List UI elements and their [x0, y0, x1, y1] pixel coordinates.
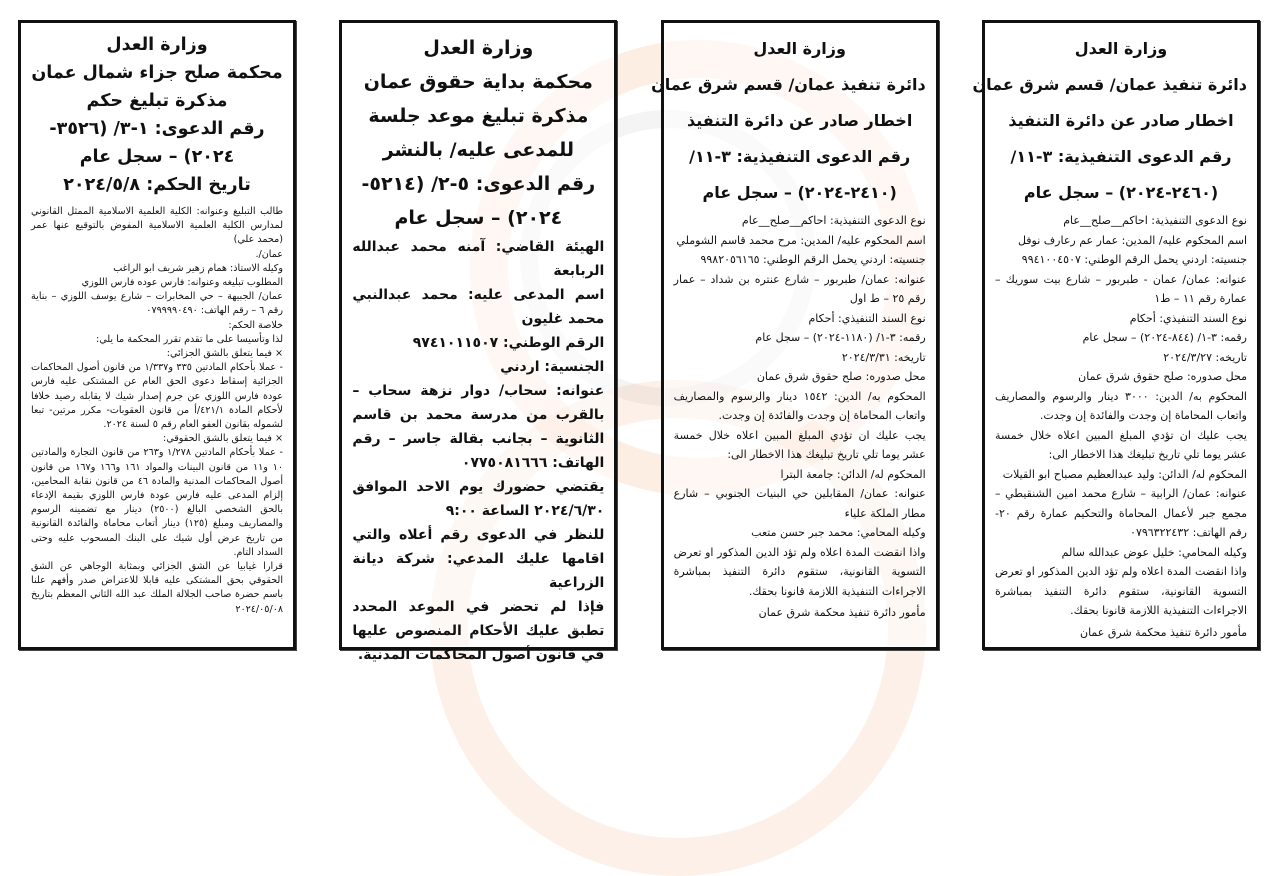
notice-heading-line: رقم الدعوى التنفيذية: ٣-١١/ [1010, 147, 1232, 166]
notice-paragraph: - عملا بأحكام المادتين ١/٢٧٨ و٢٦٣ من قانون التجارة والمادتين ١٠ و١١ من قانون البينات والمواد ١٦١ و١٦٦ و١٦٧ من قانون أصول المحاكمات المدنية والمادة ٤٦ من قانون نقابة المحامين، إلزام المدعى عليه فارس عودة فارس اللوزي بقيمة الإدعاء بالحق الشخصي البالغ (٢٥٠٠) دينار مع تضمينه الرسوم والمصاريف ومبلغ (١٢٥) دينار أتعاب محاماة والفائدة القانونية من تاريخ عرض أول شيك على البنك المسحوب عليه وحتى السداد التام. [31, 447, 284, 558]
notice-paragraph: عمان/ الجبيهة – حي المخابرات – شارع يوسف اللوزي – بناية رقم ٦ – رقم الهاتف: ٠٧٩٩٩٩٠٤٩٠ [31, 291, 284, 317]
notice-paragraph: اسم المدعى عليه: محمد عبدالنبي محمد غليون [352, 287, 605, 327]
notice-paragraph: واذا انقضت المدة اعلاه ولم تؤد الدين المذكور او تعرض التسوية القانونية، ستقوم دائرة التنفيذ بمباشرة الاجراءات التنفيذية اللازمة قانونا بحقك. [673, 545, 926, 598]
notice-paragraph: يجب عليك ان تؤدي المبلغ المبين اعلاه خلال خمسة عشر يوما تلي تاريخ تبليغك هذا الاخطار الى: [995, 428, 1247, 461]
notice-paragraph: رقمه: ٣-١/ (١١٨٠-٢٠٢٤) – سجل عام [755, 331, 926, 344]
notice-paragraph: نوع الدعوى التنفيذية: احاكم__صلح__عام [741, 214, 926, 227]
notice-paragraph: عنوانه: عمان/ طبربور – شارع عنتره بن شداد – عمار رقم ٢٥ – ط اول [673, 272, 926, 305]
ministry-title: وزارة العدل [753, 39, 846, 58]
notice-paragraph: عنوانه: عمان/ المقابلين حي البنيات الجنوبي – شارع مطار الملكة علياء [673, 487, 926, 520]
ministry-title: وزارة العدل [106, 35, 208, 55]
notice-paragraph: × فيما يتعلق بالشق الحقوقي: [162, 433, 284, 445]
notice-paragraph: نوع السند التنفيذي: أحكام [1129, 311, 1247, 325]
notice-paragraph: المحكوم له/ الدائن: وليد عبدالعظيم مصباح ابو القيلات [1002, 467, 1247, 481]
notice-paragraph: نوع الدعوى التنفيذية: احاكم__صلح__عام [1063, 214, 1247, 227]
notice-paragraph: المحكوم له/ الدائن: جامعة البترا [780, 467, 926, 481]
notice-header [352, 31, 604, 235]
notice-heading-line: محكمة بداية حقوق عمان [363, 71, 593, 93]
notice-paragraph: عنوانه: عمان/ عمان - طبربور – شارع بيت سوريك – عمارة رقم ١١ – ط١ [995, 272, 1247, 305]
notice-body [31, 205, 283, 617]
notice-heading-line: دائرة تنفيذ عمان/ قسم شرق عمان [972, 75, 1247, 94]
notice-paragraph: نوع السند التنفيذي: أحكام [808, 311, 926, 325]
notice-heading-line: مذكرة تبليغ حكم [86, 91, 228, 111]
court-notice [972, 20, 1260, 650]
notice-header [972, 31, 1247, 211]
notice-heading-line: رقم الدعوى: ١-٣/ (٣٥٢٦- [49, 119, 265, 139]
notice-paragraph: تاريخه: ٢٠٢٤/٣/٢٧ [1163, 350, 1247, 364]
notice-paragraph: رقمه: ٣-١/ (٨٤٤-٢٠٢٤) – سجل عام [1082, 331, 1247, 344]
notice-paragraph: لذا وتأسيسا على ما تقدم تقرر المحكمة ما يلي: [95, 333, 284, 345]
notice-heading-line: اخطار صادر عن دائرة التنفيذ [1008, 111, 1234, 130]
court-notice [651, 20, 939, 650]
notice-heading-line: ٢٠٢٤) – سجل عام [394, 207, 563, 229]
notice-paragraph: المحكوم به/ الدين: ١٥٤٢ دينار والرسوم والمصاريف واتعاب المحاماة إن وجدت والفائدة إن وجدت. [673, 389, 926, 422]
notice-paragraph: تاريخه: ٢٠٢٤/٣/٣١ [841, 350, 926, 364]
notices-row [18, 20, 1260, 663]
notice-paragraph: مأمور دائرة تنفيذ محكمة شرق عمان [1080, 625, 1247, 639]
notice-paragraph: يجب عليك ان تؤدي المبلغ المبين اعلاه خلال خمسة عشر يوما تلي تاريخ تبليغك هذا الاخطار الى: [673, 428, 926, 461]
notice-heading-line: رقم الدعوى: ٥-٢/ (٥٢١٤- [361, 173, 596, 195]
notice-paragraph: مأمور دائرة تنفيذ محكمة شرق عمان [758, 606, 926, 619]
notice-paragraph: واذا انقضت المدة اعلاه ولم تؤد الدين المذكور او تعرض التسوية القانونية، ستقوم دائرة التنفيذ بمباشرة الاجراءات التنفيذية اللازمة قانونا بحقك. [995, 565, 1247, 617]
notice-body [352, 235, 604, 667]
notice-heading-line: اخطار صادر عن دائرة التنفيذ [687, 111, 913, 130]
court-notice [18, 20, 296, 650]
notice-heading-line: للمدعى عليه/ بالنشر [382, 139, 574, 161]
notice-paragraph: فإذا لم تحضر في الموعد المحدد تطبق عليك الأحكام المنصوص عليها في قانون أصول المحاكمات المدنية. [352, 599, 605, 663]
notice-paragraph: جنسيته: اردني يحمل الرقم الوطني: ٩٩٤١٠٠٤٥٠٧ [1021, 253, 1247, 266]
notice-paragraph: × فيما يتعلق بالشق الجزائي: [166, 348, 284, 360]
notice-paragraph: - عملا بأحكام المادتين ٣٣٥ و١/٣٣٧ من قانون أصول المحاكمات الجزائية إسقاط دعوى الحق العام عن المشتكى عليه فارس عودة فارس اللوزي عن جرم إصدار شيك لا يقابله رصيد خلافا لأحكام المادة ٤٢١/١/أ من قانون العقوبات- مكرر مرتين- تبعا لشموله بقانون العفو العام رقم ٥ لسنة ٢٠٢٤. [31, 362, 284, 431]
notice-heading-line: رقم الدعوى التنفيذية: ٣-١١/ [689, 147, 911, 166]
ministry-title: وزارة العدل [1074, 39, 1168, 58]
notice-paragraph: وكيله المحامي: محمد جبر حسن متعب [751, 526, 926, 539]
notice-paragraph: قرارا غيابيا عن الشق الجزائي وبمثابة الوجاهي عن الشق الحقوقي بحق المشتكى عليه قابلا للاعتراض صدر وأفهم علنا باسم حضرة صاحب الجلالة الملك عبد الله الثاني المعظم بتاريخ ٢٠٢٤/٠٥/٠٨ [31, 561, 284, 615]
notice-paragraph: عنوانه: عمان/ الرابية – شارع محمد امين الشنقيطي – مجمع جبر لأعمال المحاماة والتحكيم عمارة رقم ٢٠- رقم الهاتف: ٠٧٩٦٣٢٢٤٣٢ [995, 487, 1247, 539]
notice-paragraph: الهيئة القاضي: آمنه محمد عبدالله الربابعة [352, 239, 605, 279]
notice-paragraph: محل صدوره: صلح حقوق شرق عمان [756, 370, 926, 383]
notice-paragraph: وكيله المحامي: خليل عوض عبدالله سالم [1061, 545, 1247, 559]
notice-paragraph: عنوانه: سحاب/ دوار نزهة سحاب – بالقرب من مدرسة محمد بن قاسم الثانوية – بجانب بقالة جاسر – رقم الهاتف: ٠٧٧٥٠٨١٦٦٦ [352, 383, 605, 471]
notice-body [995, 211, 1247, 642]
notice-paragraph: اسم المحكوم عليه/ المدين: مرح محمد قاسم الشوملي [676, 233, 926, 247]
notice-paragraph: اسم المحكوم عليه/ المدين: عمار عم رعارف نوفل [1017, 233, 1247, 247]
notice-paragraph: المطلوب تبليغه وعنوانه: فارس عوده فارس اللوزي [81, 277, 284, 289]
notice-heading-line: (٢٤١٠-٢٠٢٤) – سجل عام [702, 183, 897, 202]
notice-heading-line: دائرة تنفيذ عمان/ قسم شرق عمان [651, 75, 926, 94]
notice-heading-line: (٢٤٦٠-٢٠٢٤) – سجل عام [1023, 183, 1219, 202]
notice-paragraph: طالب التبليغ وعنوانه: الكلية العلمية الاسلامية الممثل القانوني لمدارس الكلية العلمية الاسلامية المفوض بالتوقيع عنها عمر (محمد علي) [31, 206, 284, 246]
notice-body [674, 211, 926, 623]
notice-paragraph: للنظر في الدعوى رقم أعلاه والتي اقامها عليك المدعي: شركة ديانة الزراعية [352, 527, 605, 591]
notice-header [31, 31, 283, 199]
notice-paragraph: يقتضي حضورك يوم الاحد الموافق ٢٠٢٤/٦/٣٠ الساعة ٩:٠٠ [352, 479, 605, 519]
notice-paragraph: الرقم الوطني: ٩٧٤١٠١١٥٠٧ [412, 335, 605, 351]
notice-paragraph: وكيله الاستاذ: همام زهير شريف ابو الراغب [113, 262, 284, 274]
notice-paragraph: المحكوم به/ الدين: ٣٠٠٠ دينار والرسوم والمصاريف واتعاب المحاماة إن وجدت والفائدة إن وجدت. [995, 389, 1247, 422]
notice-paragraph: الجنسية: اردني [500, 359, 605, 375]
notice-paragraph: جنسيته: اردني يحمل الرقم الوطني: ٩٩٨٢٠٥٦١٦٥ [700, 253, 926, 266]
court-notice [339, 20, 617, 663]
notice-heading-line: محكمة صلح جزاء شمال عمان [31, 63, 283, 83]
ministry-title: وزارة العدل [423, 37, 534, 59]
notice-paragraph: خلاصة الحكم: [228, 319, 284, 331]
notice-paragraph: عمان/. [255, 248, 284, 260]
notice-paragraph: محل صدوره: صلح حقوق شرق عمان [1078, 370, 1247, 383]
notice-heading-line: مذكرة تبليغ موعد جلسة [368, 105, 589, 127]
notice-heading-line: ٢٠٢٤) – سجل عام [79, 147, 235, 167]
notice-heading-line: تاريخ الحكم: ٢٠٢٤/٥/٨ [63, 175, 251, 195]
notice-header [651, 31, 926, 211]
